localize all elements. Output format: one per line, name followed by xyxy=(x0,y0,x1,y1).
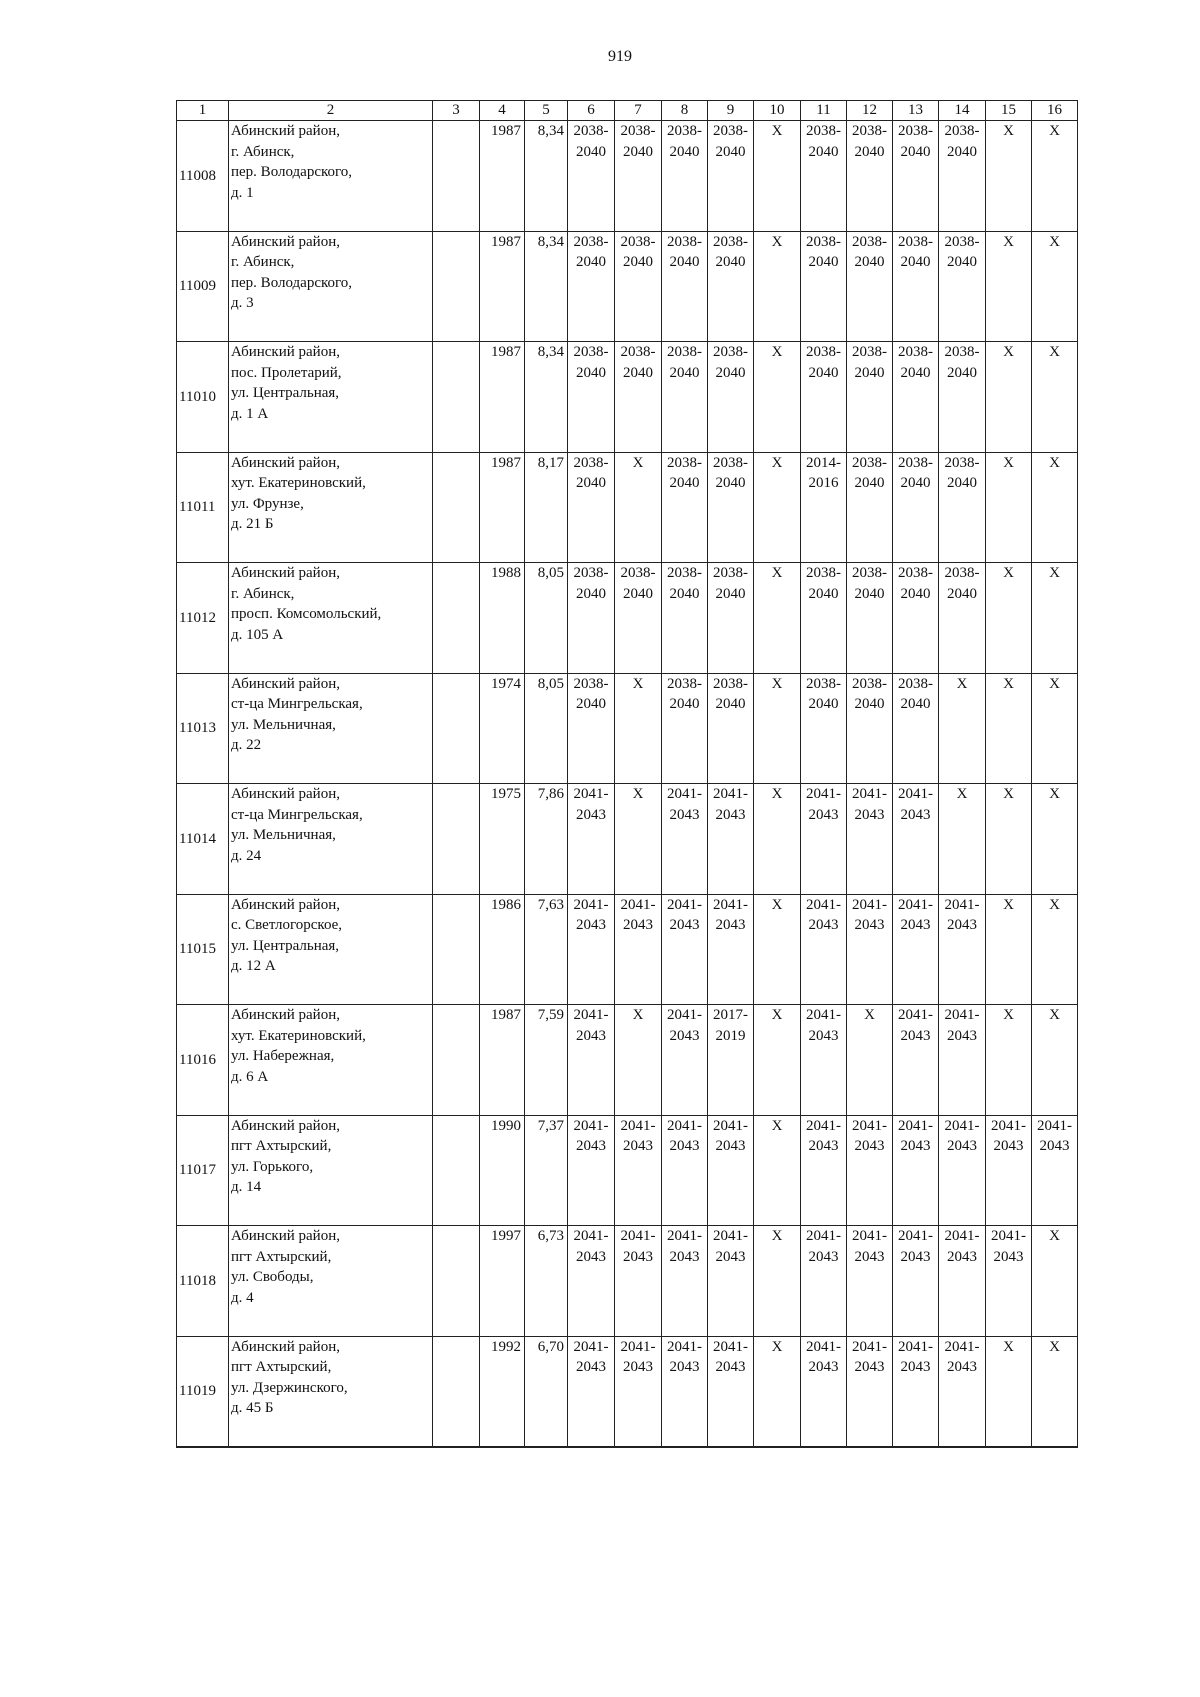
period-cell: 2038- 2040 xyxy=(662,121,708,232)
not-applicable-cell: X xyxy=(986,563,1032,674)
year-cell: 1992 xyxy=(480,1336,525,1447)
value-cell: 6,73 xyxy=(525,1226,568,1337)
column-header: 14 xyxy=(939,101,986,121)
period-cell: 2041- 2043 xyxy=(893,784,939,895)
not-applicable-cell: X xyxy=(754,1115,801,1226)
period-cell: 2038- 2040 xyxy=(708,342,754,453)
object-id-cell: 11019 xyxy=(177,1336,229,1447)
table-row xyxy=(177,121,1078,232)
period-cell: 2041- 2043 xyxy=(847,1336,893,1447)
column-header: 2 xyxy=(229,101,433,121)
year-cell: 1975 xyxy=(480,784,525,895)
not-applicable-cell: X xyxy=(615,1005,662,1116)
column-header: 16 xyxy=(1032,101,1078,121)
address-cell: Абинский район, пос. Пролетарий, ул. Центральная, д. 1 А xyxy=(229,342,433,453)
not-applicable-cell: X xyxy=(986,231,1032,342)
period-cell: 2041- 2043 xyxy=(615,894,662,1005)
period-cell: 2038- 2040 xyxy=(893,673,939,784)
period-cell: 2038- 2040 xyxy=(893,121,939,232)
not-applicable-cell: X xyxy=(1032,673,1078,784)
not-applicable-cell: X xyxy=(986,673,1032,784)
period-cell: 2041- 2043 xyxy=(801,894,847,1005)
value-cell: 7,37 xyxy=(525,1115,568,1226)
table-row xyxy=(177,673,1078,784)
period-cell: 2041- 2043 xyxy=(939,894,986,1005)
column-header: 4 xyxy=(480,101,525,121)
value-cell: 8,34 xyxy=(525,121,568,232)
period-cell: 2038- 2040 xyxy=(708,452,754,563)
column-3-cell xyxy=(433,452,480,563)
period-cell: 2038- 2040 xyxy=(568,342,615,453)
column-header: 10 xyxy=(754,101,801,121)
column-header: 3 xyxy=(433,101,480,121)
period-cell: 2041- 2043 xyxy=(801,1226,847,1337)
not-applicable-cell: X xyxy=(986,1005,1032,1116)
value-cell: 7,86 xyxy=(525,784,568,895)
table-row xyxy=(177,894,1078,1005)
table-row xyxy=(177,452,1078,563)
period-cell: 2038- 2040 xyxy=(801,121,847,232)
table-row xyxy=(177,1226,1078,1337)
year-cell: 1990 xyxy=(480,1115,525,1226)
object-id-cell: 11009 xyxy=(177,231,229,342)
column-3-cell xyxy=(433,342,480,453)
year-cell: 1986 xyxy=(480,894,525,1005)
table-row xyxy=(177,342,1078,453)
value-cell: 8,05 xyxy=(525,563,568,674)
not-applicable-cell: X xyxy=(754,452,801,563)
period-cell: 2038- 2040 xyxy=(568,121,615,232)
object-id-cell: 11012 xyxy=(177,563,229,674)
not-applicable-cell: X xyxy=(1032,452,1078,563)
year-cell: 1987 xyxy=(480,342,525,453)
period-cell: 2038- 2040 xyxy=(708,673,754,784)
not-applicable-cell: X xyxy=(939,673,986,784)
period-cell: 2038- 2040 xyxy=(568,231,615,342)
table-row xyxy=(177,563,1078,674)
object-id-cell: 11017 xyxy=(177,1115,229,1226)
column-header: 11 xyxy=(801,101,847,121)
not-applicable-cell: X xyxy=(754,1336,801,1447)
period-cell: 2038- 2040 xyxy=(708,121,754,232)
not-applicable-cell: X xyxy=(1032,1226,1078,1337)
not-applicable-cell: X xyxy=(754,342,801,453)
period-cell: 2041- 2043 xyxy=(986,1115,1032,1226)
period-cell: 2041- 2043 xyxy=(708,1226,754,1337)
period-cell: 2038- 2040 xyxy=(847,231,893,342)
address-cell: Абинский район, хут. Екатериновский, ул. Набережная, д. 6 А xyxy=(229,1005,433,1116)
period-cell: 2038- 2040 xyxy=(939,342,986,453)
column-header: 12 xyxy=(847,101,893,121)
period-cell: 2038- 2040 xyxy=(662,452,708,563)
not-applicable-cell: X xyxy=(615,452,662,563)
period-cell: 2017- 2019 xyxy=(708,1005,754,1116)
not-applicable-cell: X xyxy=(986,1336,1032,1447)
period-cell: 2038- 2040 xyxy=(662,673,708,784)
period-cell: 2038- 2040 xyxy=(662,231,708,342)
year-cell: 1987 xyxy=(480,231,525,342)
not-applicable-cell: X xyxy=(1032,1336,1078,1447)
period-cell: 2038- 2040 xyxy=(615,342,662,453)
period-cell: 2038- 2040 xyxy=(847,452,893,563)
period-cell: 2041- 2043 xyxy=(801,784,847,895)
value-cell: 8,17 xyxy=(525,452,568,563)
period-cell: 2038- 2040 xyxy=(568,452,615,563)
period-cell: 2041- 2043 xyxy=(893,894,939,1005)
period-cell: 2041- 2043 xyxy=(847,894,893,1005)
period-cell: 2038- 2040 xyxy=(801,231,847,342)
object-id-cell: 11016 xyxy=(177,1005,229,1116)
not-applicable-cell: X xyxy=(1032,563,1078,674)
address-cell: Абинский район, г. Абинск, пер. Володарского, д. 1 xyxy=(229,121,433,232)
housing-schedule-table xyxy=(176,100,1078,1448)
period-cell: 2041- 2043 xyxy=(568,1005,615,1116)
period-cell: 2041- 2043 xyxy=(615,1115,662,1226)
object-id-cell: 11014 xyxy=(177,784,229,895)
year-cell: 1974 xyxy=(480,673,525,784)
period-cell: 2041- 2043 xyxy=(801,1005,847,1116)
not-applicable-cell: X xyxy=(986,894,1032,1005)
table-row xyxy=(177,784,1078,895)
period-cell: 2041- 2043 xyxy=(893,1115,939,1226)
year-cell: 1997 xyxy=(480,1226,525,1337)
not-applicable-cell: X xyxy=(615,673,662,784)
column-3-cell xyxy=(433,673,480,784)
not-applicable-cell: X xyxy=(847,1005,893,1116)
period-cell: 2041- 2043 xyxy=(939,1005,986,1116)
period-cell: 2038- 2040 xyxy=(939,231,986,342)
year-cell: 1987 xyxy=(480,452,525,563)
period-cell: 2041- 2043 xyxy=(568,1115,615,1226)
header-row xyxy=(177,101,1078,121)
column-header: 5 xyxy=(525,101,568,121)
period-cell: 2038- 2040 xyxy=(939,121,986,232)
period-cell: 2041- 2043 xyxy=(662,784,708,895)
period-cell: 2038- 2040 xyxy=(615,121,662,232)
not-applicable-cell: X xyxy=(939,784,986,895)
value-cell: 7,59 xyxy=(525,1005,568,1116)
period-cell: 2041- 2043 xyxy=(939,1115,986,1226)
period-cell: 2038- 2040 xyxy=(893,342,939,453)
period-cell: 2041- 2043 xyxy=(615,1336,662,1447)
address-cell: Абинский район, пгт Ахтырский, ул. Дзержинского, д. 45 Б xyxy=(229,1336,433,1447)
not-applicable-cell: X xyxy=(754,563,801,674)
period-cell: 2041- 2043 xyxy=(847,1115,893,1226)
period-cell: 2041- 2043 xyxy=(568,784,615,895)
year-cell: 1988 xyxy=(480,563,525,674)
column-header: 9 xyxy=(708,101,754,121)
object-id-cell: 11018 xyxy=(177,1226,229,1337)
not-applicable-cell: X xyxy=(986,784,1032,895)
period-cell: 2038- 2040 xyxy=(893,563,939,674)
not-applicable-cell: X xyxy=(1032,231,1078,342)
value-cell: 8,34 xyxy=(525,231,568,342)
value-cell: 7,63 xyxy=(525,894,568,1005)
period-cell: 2038- 2040 xyxy=(939,563,986,674)
not-applicable-cell: X xyxy=(754,673,801,784)
object-id-cell: 11011 xyxy=(177,452,229,563)
table-row xyxy=(177,1336,1078,1447)
not-applicable-cell: X xyxy=(986,342,1032,453)
not-applicable-cell: X xyxy=(1032,894,1078,1005)
not-applicable-cell: X xyxy=(754,1005,801,1116)
not-applicable-cell: X xyxy=(754,231,801,342)
period-cell: 2041- 2043 xyxy=(708,1115,754,1226)
period-cell: 2038- 2040 xyxy=(568,563,615,674)
period-cell: 2041- 2043 xyxy=(662,894,708,1005)
address-cell: Абинский район, пгт Ахтырский, ул. Горького, д. 14 xyxy=(229,1115,433,1226)
not-applicable-cell: X xyxy=(1032,342,1078,453)
not-applicable-cell: X xyxy=(754,121,801,232)
column-header: 15 xyxy=(986,101,1032,121)
period-cell: 2041- 2043 xyxy=(847,1226,893,1337)
column-3-cell xyxy=(433,894,480,1005)
period-cell: 2038- 2040 xyxy=(615,563,662,674)
period-cell: 2038- 2040 xyxy=(708,563,754,674)
period-cell: 2041- 2043 xyxy=(662,1005,708,1116)
period-cell: 2038- 2040 xyxy=(893,452,939,563)
period-cell: 2038- 2040 xyxy=(847,563,893,674)
column-header: 7 xyxy=(615,101,662,121)
address-cell: Абинский район, г. Абинск, просп. Комсомольский, д. 105 А xyxy=(229,563,433,674)
not-applicable-cell: X xyxy=(986,452,1032,563)
period-cell: 2041- 2043 xyxy=(939,1336,986,1447)
period-cell: 2038- 2040 xyxy=(939,452,986,563)
not-applicable-cell: X xyxy=(754,894,801,1005)
page-number: 919 xyxy=(608,48,632,65)
column-3-cell xyxy=(433,231,480,342)
period-cell: 2041- 2043 xyxy=(708,894,754,1005)
period-cell: 2038- 2040 xyxy=(893,231,939,342)
period-cell: 2041- 2043 xyxy=(662,1115,708,1226)
period-cell: 2038- 2040 xyxy=(615,231,662,342)
value-cell: 6,70 xyxy=(525,1336,568,1447)
not-applicable-cell: X xyxy=(1032,121,1078,232)
not-applicable-cell: X xyxy=(754,784,801,895)
period-cell: 2041- 2043 xyxy=(801,1336,847,1447)
period-cell: 2041- 2043 xyxy=(568,1336,615,1447)
period-cell: 2041- 2043 xyxy=(568,894,615,1005)
period-cell: 2041- 2043 xyxy=(662,1336,708,1447)
period-cell: 2038- 2040 xyxy=(662,342,708,453)
year-cell: 1987 xyxy=(480,1005,525,1116)
value-cell: 8,34 xyxy=(525,342,568,453)
column-3-cell xyxy=(433,121,480,232)
period-cell: 2014- 2016 xyxy=(801,452,847,563)
object-id-cell: 11015 xyxy=(177,894,229,1005)
period-cell: 2038- 2040 xyxy=(801,342,847,453)
period-cell: 2041- 2043 xyxy=(893,1336,939,1447)
period-cell: 2038- 2040 xyxy=(847,121,893,232)
address-cell: Абинский район, с. Светлогорское, ул. Центральная, д. 12 А xyxy=(229,894,433,1005)
period-cell: 2041- 2043 xyxy=(615,1226,662,1337)
column-3-cell xyxy=(433,1115,480,1226)
period-cell: 2038- 2040 xyxy=(568,673,615,784)
period-cell: 2038- 2040 xyxy=(847,342,893,453)
period-cell: 2041- 2043 xyxy=(847,784,893,895)
column-header: 1 xyxy=(177,101,229,121)
year-cell: 1987 xyxy=(480,121,525,232)
period-cell: 2041- 2043 xyxy=(939,1226,986,1337)
period-cell: 2041- 2043 xyxy=(662,1226,708,1337)
period-cell: 2038- 2040 xyxy=(801,563,847,674)
period-cell: 2041- 2043 xyxy=(568,1226,615,1337)
period-cell: 2041- 2043 xyxy=(708,784,754,895)
period-cell: 2038- 2040 xyxy=(847,673,893,784)
value-cell: 8,05 xyxy=(525,673,568,784)
address-cell: Абинский район, пгт Ахтырский, ул. Свободы, д. 4 xyxy=(229,1226,433,1337)
table-row xyxy=(177,1005,1078,1116)
period-cell: 2041- 2043 xyxy=(1032,1115,1078,1226)
address-cell: Абинский район, г. Абинск, пер. Володарского, д. 3 xyxy=(229,231,433,342)
period-cell: 2041- 2043 xyxy=(801,1115,847,1226)
period-cell: 2038- 2040 xyxy=(708,231,754,342)
column-3-cell xyxy=(433,1336,480,1447)
table-row xyxy=(177,231,1078,342)
not-applicable-cell: X xyxy=(1032,784,1078,895)
object-id-cell: 11010 xyxy=(177,342,229,453)
object-id-cell: 11008 xyxy=(177,121,229,232)
period-cell: 2041- 2043 xyxy=(708,1336,754,1447)
column-header: 6 xyxy=(568,101,615,121)
period-cell: 2038- 2040 xyxy=(662,563,708,674)
column-3-cell xyxy=(433,1005,480,1116)
period-cell: 2041- 2043 xyxy=(986,1226,1032,1337)
column-3-cell xyxy=(433,784,480,895)
period-cell: 2041- 2043 xyxy=(893,1226,939,1337)
address-cell: Абинский район, хут. Екатериновский, ул. Фрунзе, д. 21 Б xyxy=(229,452,433,563)
column-3-cell xyxy=(433,563,480,674)
column-header: 8 xyxy=(662,101,708,121)
address-cell: Абинский район, ст-ца Мингрельская, ул. Мельничная, д. 22 xyxy=(229,673,433,784)
period-cell: 2041- 2043 xyxy=(893,1005,939,1116)
address-cell: Абинский район, ст-ца Мингрельская, ул. Мельничная, д. 24 xyxy=(229,784,433,895)
column-header: 13 xyxy=(893,101,939,121)
not-applicable-cell: X xyxy=(754,1226,801,1337)
not-applicable-cell: X xyxy=(615,784,662,895)
object-id-cell: 11013 xyxy=(177,673,229,784)
column-3-cell xyxy=(433,1226,480,1337)
period-cell: 2038- 2040 xyxy=(801,673,847,784)
not-applicable-cell: X xyxy=(1032,1005,1078,1116)
not-applicable-cell: X xyxy=(986,121,1032,232)
table-row xyxy=(177,1115,1078,1226)
